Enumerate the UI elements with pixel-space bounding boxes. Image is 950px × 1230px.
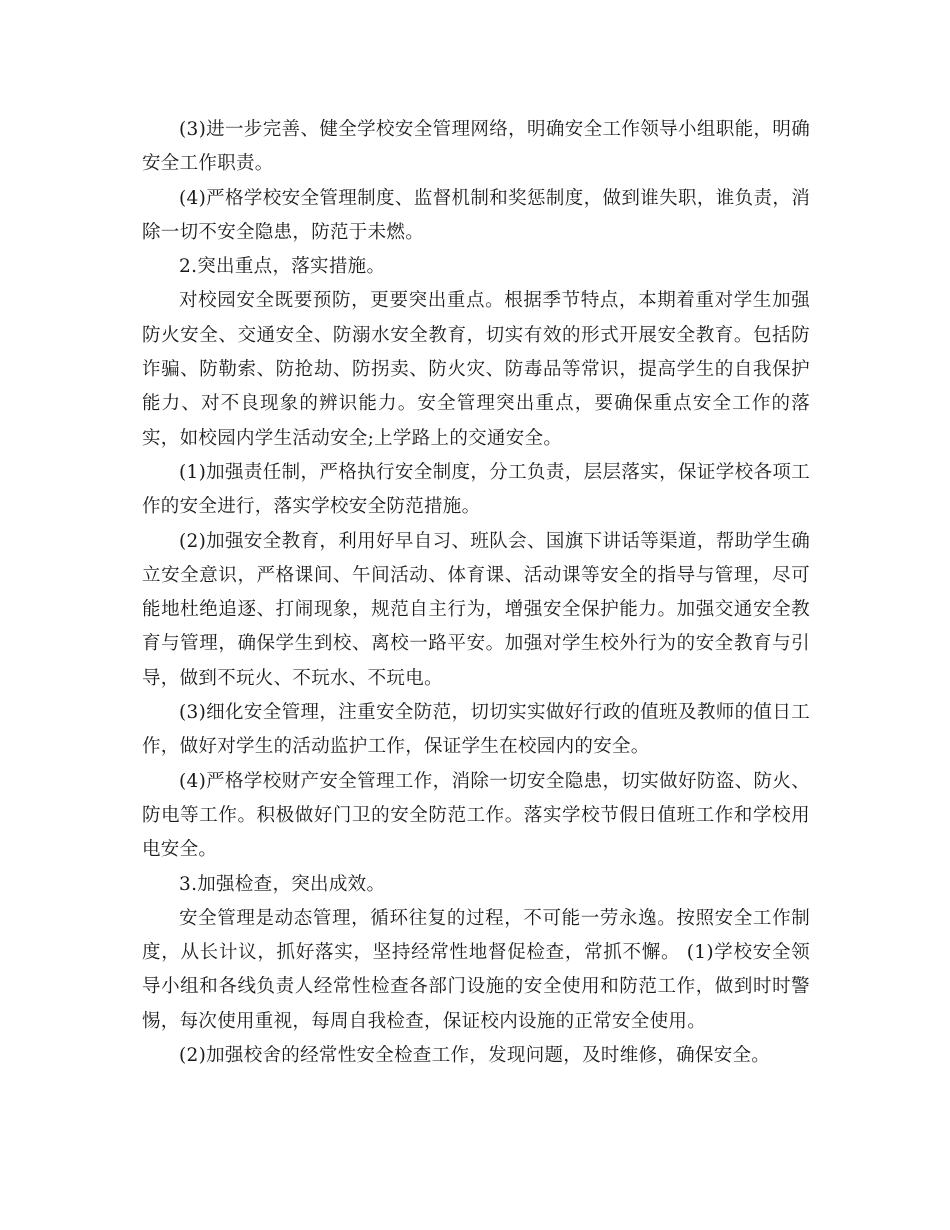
paragraph-property-safety: (4)严格学校财产安全管理工作，消除一切安全隐患，切实做好防盗、防火、防电等工作。积极做好门卫的安全防范工作。落实学校节假日值班工作和学校用电安全。 [142, 770, 810, 861]
section-heading-inspection: 3.加强检查，突出成效。 [179, 873, 386, 895]
paragraph-responsibility: (1)加强责任制，严格执行安全制度，分工负责，层层落实，保证学校各项工作的安全进行，落实学校安全防范措施。 [142, 461, 810, 518]
paragraph-safety-education: (2)加强安全教育，利用好早自习、班队会、国旗下讲话等渠道，帮助学生确立安全意识，严格课间、午间活动、体育课、活动课等安全的指导与管理，尽可能地杜绝追逐、打闹现象，规范自主行为，增强安全保护能力。加强交通安全教育与管理，确保学生到校、离校一路平安。加强对学生校外行为的安全教育与引导，做到不玩火、不玩水、不玩电。 [142, 530, 810, 689]
paragraph-dynamic-management: 安全管理是动态管理，循环往复的过程，不可能一劳永逸。按照安全工作制度，从长计议，抓好落实，坚持经常性地督促检查，常抓不懈。 (1)学校安全领导小组和各线负责人经常性检查各部门设施的安全使用和防范工作，做到时时警惕，每次使用重视，每周自我检查，保证校内设施的正常安全使用。 [142, 907, 810, 1032]
paragraph-refined-management: (3)细化安全管理，注重安全防范，切切实实做好行政的值班及教师的值日工作，做好对学生的活动监护工作，保证学生在校园内的安全。 [142, 702, 810, 758]
paragraph-building-inspection: (2)加强校舍的经常性安全检查工作，发现问题，及时维修，确保安全。 [179, 1045, 771, 1067]
paragraph-campus-safety: 对校园安全既要预防，更要突出重点。根据季节特点，本期着重对学生加强防火安全、交通安全、防溺水安全教育，切实有效的形式开展安全教育。包括防诈骗、防勒索、防抢劫、防拐卖、防火灾、防毒品等常识，提高学生的自我保护能力、对不良现象的辨识能力。安全管理突出重点，要确保重点安全工作的落实，如校园内学生活动安全;上学路上的交通安全。 [142, 290, 810, 449]
paragraph-safety-network: (3)进一步完善、健全学校安全管理网络，明确安全工作领导小组职能，明确安全工作职责。 [142, 119, 810, 175]
section-heading-focus: 2.突出重点，落实措施。 [179, 256, 386, 278]
paragraph-strict-rules: (4)严格学校安全管理制度、监督机制和奖惩制度，做到谁失职，谁负责，消除一切不安全隐患，防范于未燃。 [142, 187, 810, 243]
document-body [142, 113, 810, 1073]
